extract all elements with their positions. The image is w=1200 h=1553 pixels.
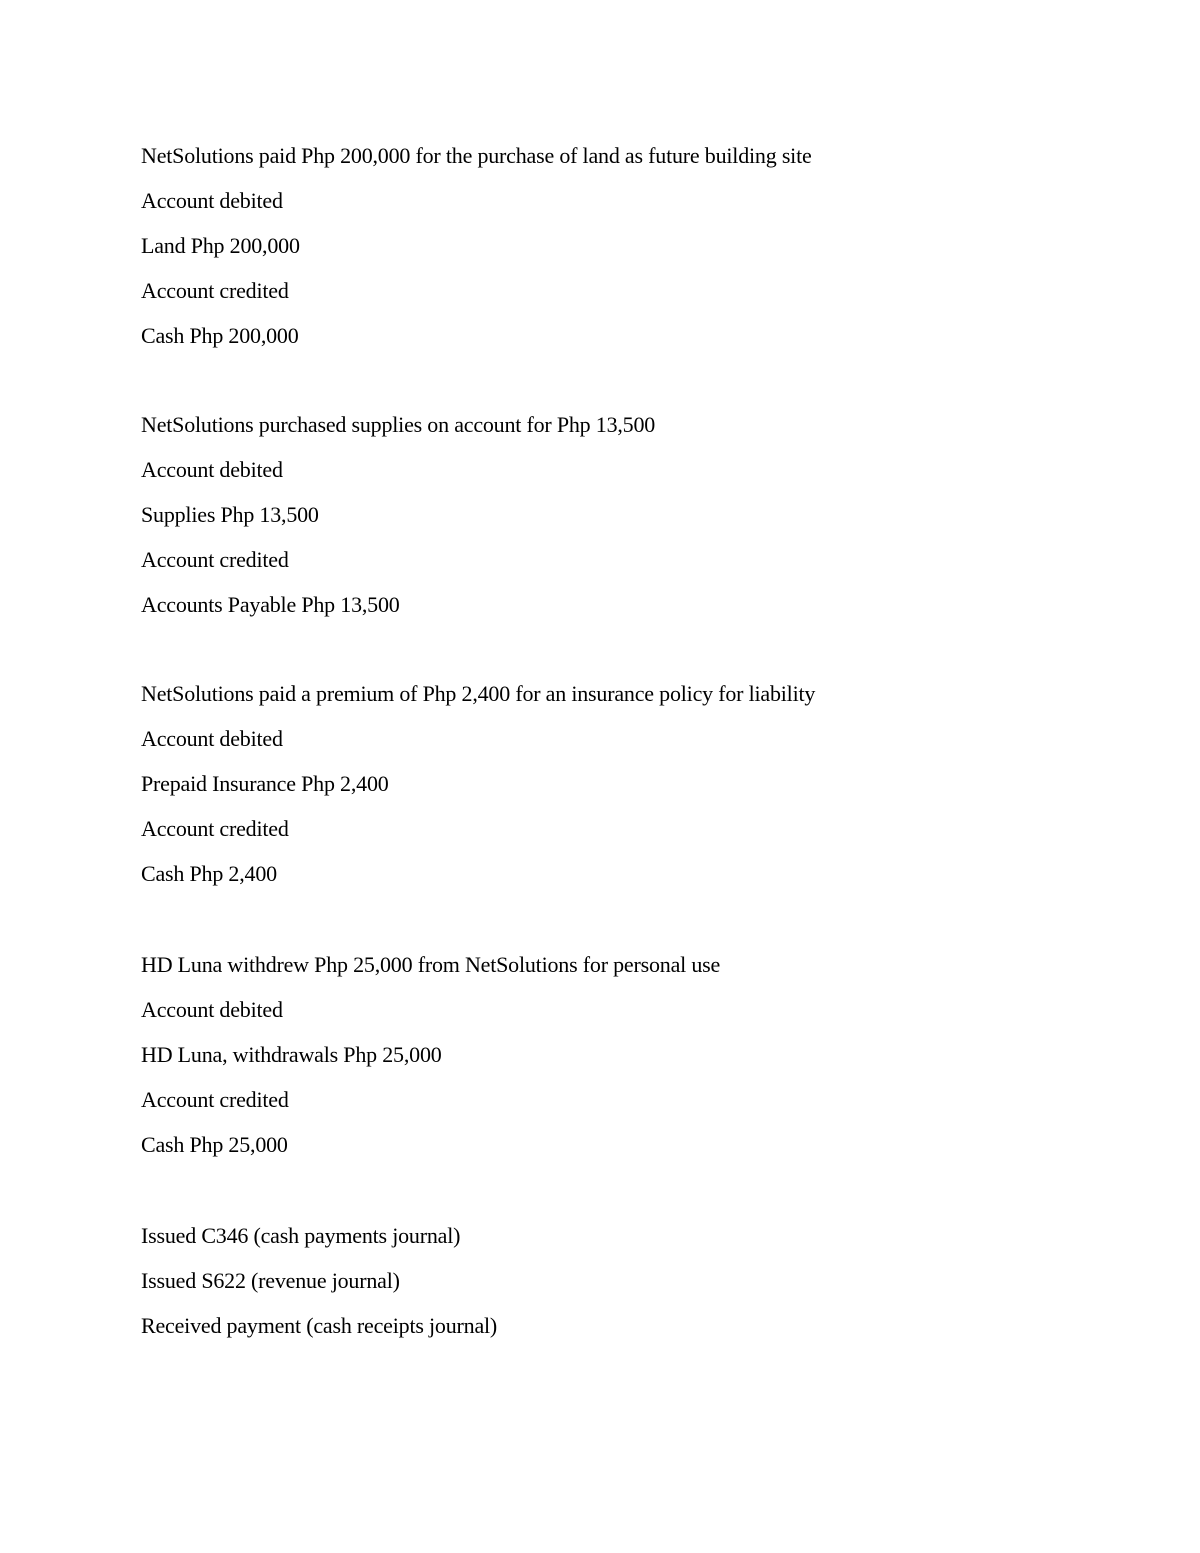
- entry-description: HD Luna withdrew Php 25,000 from NetSolutions for personal use: [141, 952, 721, 977]
- entry-description: NetSolutions purchased supplies on account for Php 13,500: [141, 412, 656, 437]
- journal-notes: [141, 1218, 1141, 1353]
- credit-label: Account credited: [141, 278, 289, 303]
- journal-entry-land: [141, 138, 1141, 363]
- document-content: [141, 138, 1141, 1353]
- debit-label: Account debited: [141, 188, 283, 213]
- debit-label: Account debited: [141, 997, 283, 1022]
- entry-description: NetSolutions paid Php 200,000 for the purchase of land as future building site: [141, 143, 812, 168]
- debit-account: Land Php 200,000: [141, 233, 300, 258]
- spacer: [141, 901, 1141, 947]
- credit-account: Cash Php 200,000: [141, 323, 299, 348]
- debit-label: Account debited: [141, 457, 283, 482]
- debit-account: HD Luna, withdrawals Php 25,000: [141, 1042, 442, 1067]
- spacer: [141, 632, 1141, 676]
- debit-account: Supplies Php 13,500: [141, 502, 319, 527]
- note-item: Issued C346 (cash payments journal): [141, 1223, 461, 1248]
- journal-entry-withdrawal: [141, 947, 1141, 1172]
- note-item: Received payment (cash receipts journal): [141, 1313, 498, 1338]
- spacer: [141, 1172, 1141, 1218]
- debit-label: Account debited: [141, 726, 283, 751]
- credit-label: Account credited: [141, 816, 289, 841]
- note-item: Issued S622 (revenue journal): [141, 1268, 400, 1293]
- journal-entry-supplies: [141, 407, 1141, 632]
- journal-entry-insurance: [141, 676, 1141, 901]
- credit-account: Cash Php 25,000: [141, 1132, 288, 1157]
- entry-description: NetSolutions paid a premium of Php 2,400 for an insurance policy for liability: [141, 681, 816, 706]
- debit-account: Prepaid Insurance Php 2,400: [141, 771, 389, 796]
- spacer: [141, 363, 1141, 407]
- credit-account: Cash Php 2,400: [141, 861, 277, 886]
- credit-label: Account credited: [141, 1087, 289, 1112]
- credit-account: Accounts Payable Php 13,500: [141, 592, 400, 617]
- credit-label: Account credited: [141, 547, 289, 572]
